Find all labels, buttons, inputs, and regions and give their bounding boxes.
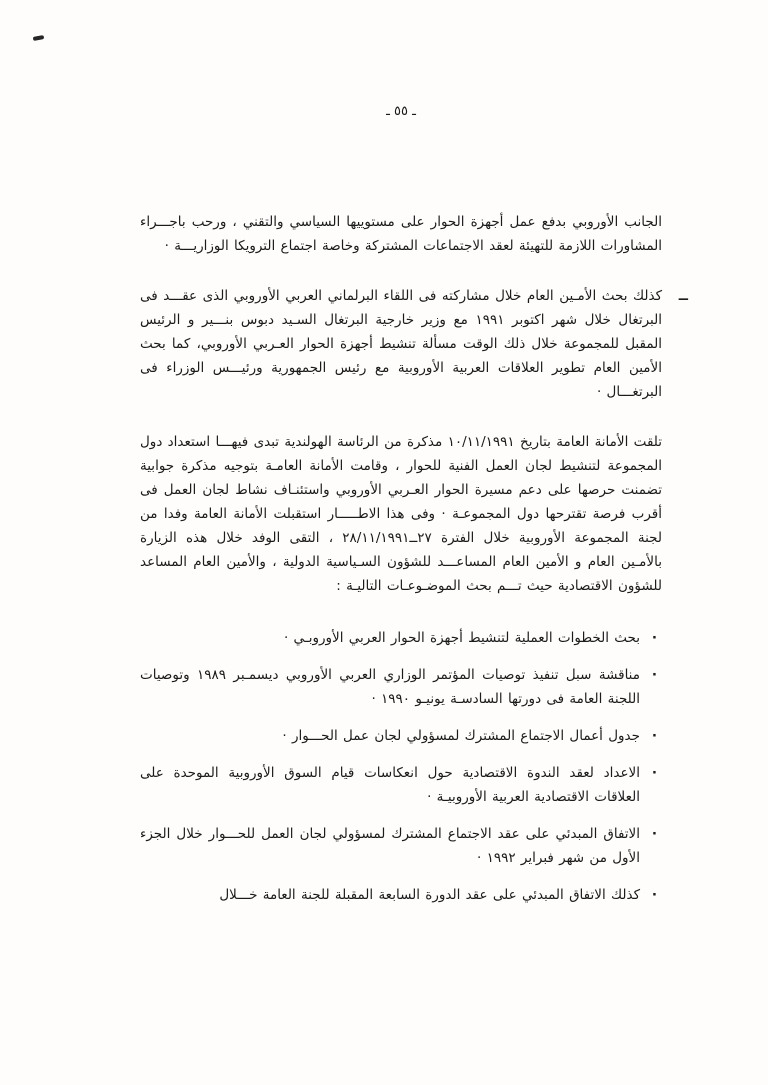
dashed-paragraph-text: كذلك بحث الأمـين العام خلال مشاركته فى اللقاء البرلماني العربي الأوروبي الذى عقـــد فى البرتغال خلال شهر اكتوبر ١٩٩١ مع وزير خارجية البرتغال السـيد دبوس بنـــير و الرئيس المقبل للمجموعة خلال ذلك الوقت مسألة تنشيط أجهزة الحوار العـربي الأوروبي، كما بحث الأمين العام تطوير العلاقات العربية الأوروبية مع رئيس الجمهورية ورئيـــس الوزراء فى البرتغـــال · [140,288,662,400]
bullet-icon: · [651,826,657,842]
list-item-text: الاعداد لعقد الندوة الاقتصادية حول انعكاسات قيام السوق الأوروبية الموحدة على العلاقات الاقتصادية العربية الأوروبيـة · [140,765,640,805]
list-item [140,883,657,907]
topics-list [140,624,662,907]
list-item [140,761,657,809]
list-item-text: جدول أعمال الاجتماع المشترك لمسؤولي لجان عمل الحـــوار · [282,728,640,744]
memo-paragraph: تلقت الأمانة العامة بتاريخ ١٠/١١/١٩٩١ مذكرة من الرئاسة الهولندية تبدى فيهـــا استعداد دول المجموعة لتنشيط لجان العمل الفنية للحوار ، وقامت الأمانة العامـة بتوجيه مذكرة جوابية تضمنت حرصها على دعم مسيرة الحوار العـربي الأوروبي واستئنـاف نشاط لجان العمل فى أقرب فرصة تقترحها دول المجموعـة · وفى هذا الاطـــــار استقبلت الأمانة العامة وفدا من لجنة المجموعة الأوروبية خلال الفترة ٢٧ــ٢٨/١١/١٩٩١ ، التقى الوفد خلال هذه الزيارة بالأمـين العام و الأمين العام المساعـــد للشؤون السـياسية الدولية ، والأمين العام المساعد للشؤون الاقتصادية حيث تـــم بحث الموضـوعـات التاليـة : [140,434,663,594]
list-item-text: مناقشة سبل تنفيذ توصيات المؤتمر الوزاري العربي الأوروبي ديسمـبر ١٩٨٩ وتوصيات اللجنة العامة فى دورتها السادسـة يونيـو ١٩٩٠ · [140,667,640,707]
bullet-icon: · [651,667,657,683]
bullet-icon: · [651,630,657,646]
list-item-text: الاتفاق المبدئي على عقد الاجتماع المشترك لمسؤولي لجان العمل للحـــوار خلال الجزء الأول من شهر فبراير ١٩٩٢ · [140,826,640,866]
list-item [140,626,657,650]
bullet-icon: · [651,887,657,903]
list-item-text: بحث الخطوات العملية لتنشيط أجهزة الحوار العربي الأوروبـي · [283,630,640,646]
continuation-paragraph: الجانب الأوروبي بدفع عمل أجهزة الحوار على مستوييها السياسي والتقني ، ورحب باجـــراء المشاورات اللازمة للتهيئة لعقد الاجتماعات المشتركة وخاصة اجتماع الترويكا الوزاريـــة · [140,214,662,254]
list-item [140,724,657,748]
document-content [140,210,688,920]
page-number: ـ ٥٥ ـ [386,104,416,119]
scan-artifact [33,35,45,41]
list-item [140,822,657,870]
list-item-text: كذلك الاتفاق المبدئي على عقد الدورة السابعة المقبلة للجنة العامة خـــلال [219,887,640,903]
dash-marker-icon: ــ [678,288,688,304]
bullet-icon: · [651,728,657,744]
list-item [140,663,657,711]
bullet-icon: · [651,765,657,781]
dashed-paragraph [140,284,688,404]
